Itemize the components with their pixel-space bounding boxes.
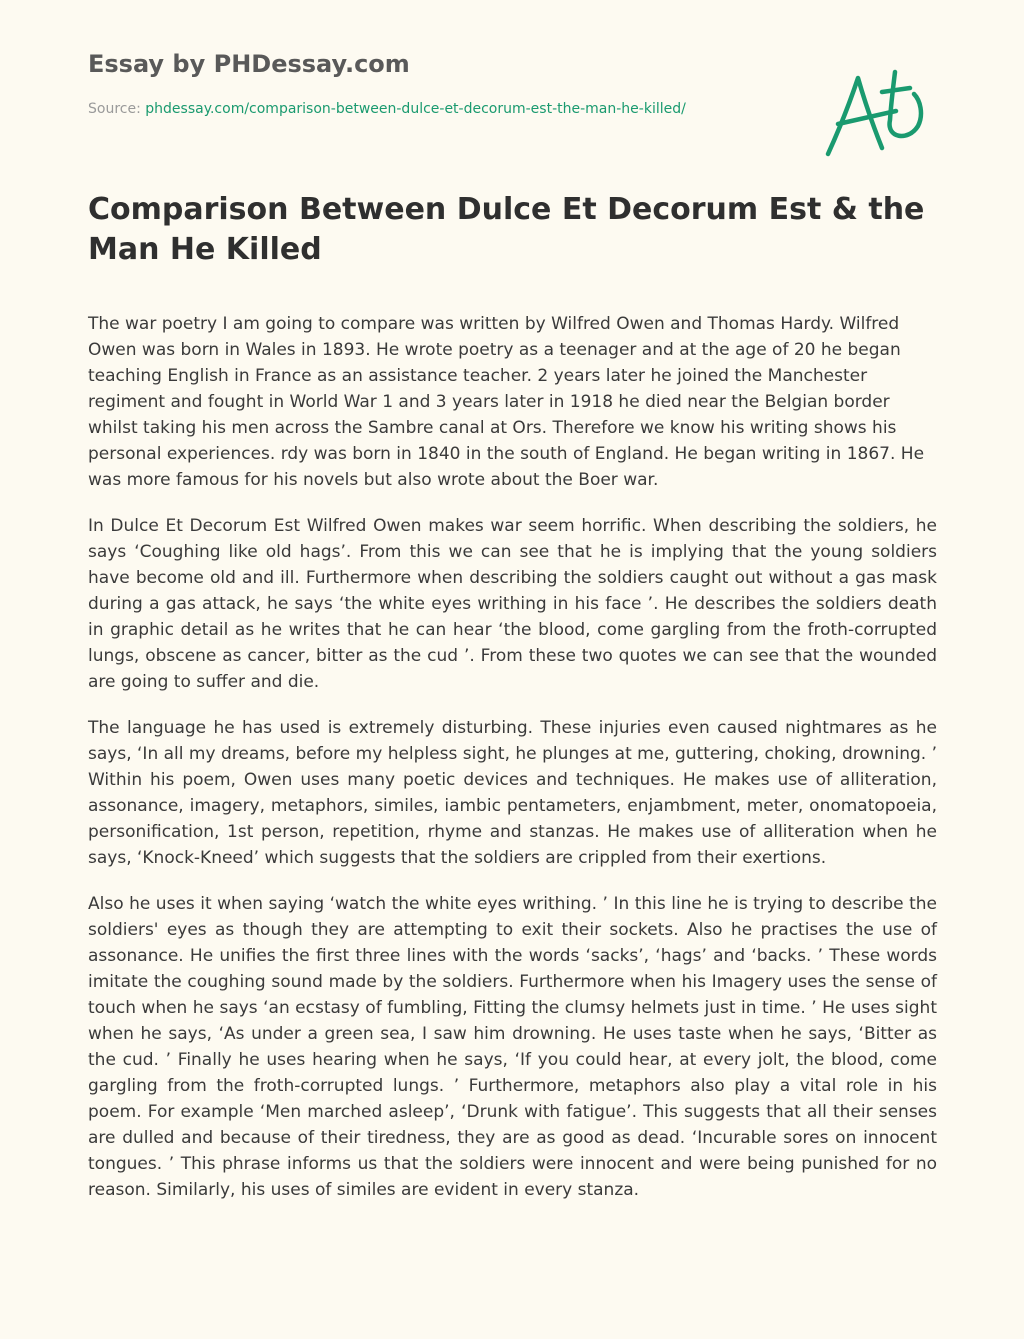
- source-link[interactable]: phdessay.com/comparison-between-dulce-et-decorum-est-the-man-he-killed/: [145, 101, 686, 117]
- essay-paragraph: In Dulce Et Decorum Est Wilfred Owen makes war seem horrific. When describing the soldiers, he says ‘Coughing like old hags’. From this we can see that he is implying that the young soldiers have become old and ill. Furthermore when describing the soldiers caught out without a gas mask during a gas attack, he says ‘the white eyes writhing in his face ’. He describes the soldiers death in graphic detail as he writes that he can hear ‘the blood, come gargling from the froth-corrupted lungs, obscene as cancer, bitter as the cud ’. From these two quotes we can see that the wounded are going to suffer and die.: [88, 516, 937, 692]
- essay-body: [88, 311, 937, 1223]
- essay-paragraph: Also he uses it when saying ‘watch the white eyes writhing. ’ In this line he is trying to describe the soldiers' eyes as though they are attempting to exit their sockets. Also he practises the use of assonance. He unifies the first three lines with the words ‘sacks’, ‘hags’ and ‘backs. ’ These words imitate the coughing sound made by the soldiers. Furthermore when his Imagery uses the sense of touch when he says ‘an ecstasy of fumbling, Fitting the clumsy helmets just in time. ’ He uses sight when he says, ‘As under a green sea, I saw him drowning. He uses taste when he says, ‘Bitter as the cud. ’ Finally he uses hearing when he says, ‘If you could hear, at every jolt, the blood, come gargling from the froth-corrupted lungs. ’ Furthermore, metaphors also play a vital role in his poem. For example ‘Men marched asleep’, ‘Drunk with fatigue’. This suggests that all their senses are dulled and because of their tiredness, they are as good as dead. ‘Incurable sores on innocent tongues. ’ This phrase informs us that the soldiers were innocent and were being punished for no reason. Similarly, his uses of similes are evident in every stanza.: [88, 894, 937, 1200]
- site-brand: Essay by PHDessay.com: [88, 50, 410, 78]
- source-label: Source:: [88, 101, 146, 117]
- essay-paragraph: The war poetry I am going to compare was written by Wilfred Owen and Thomas Hardy. Wilfred Owen was born in Wales in 1893. He wrote poetry as a teenager and at the age of 20 he began teaching English in France as an assistance teacher. 2 years later he joined the Manchester regiment and fought in World War 1 and 3 years later in 1918 he died near the Belgian border whilst taking his men across the Sambre canal at Ors. Therefore we know his writing shows his personal experiences. rdy was born in 1840 in the south of England. He began writing in 1867. He was more famous for his novels but also wrote about the Boer war.: [88, 314, 925, 490]
- a-plus-logo-icon: [824, 66, 928, 160]
- source-line: [88, 101, 686, 117]
- essay-title: Comparison Between Dulce Et Decorum Est & the Man He Killed: [88, 192, 925, 267]
- essay-paragraph: The language he has used is extremely disturbing. These injuries even caused nightmares as he says, ‘In all my dreams, before my helpless sight, he plunges at me, guttering, choking, drowning. ’ Within his poem, Owen uses many poetic devices and techniques. He makes use of alliteration, assonance, imagery, metaphors, similes, iambic pentameters, enjambment, meter, onomatopoeia, personification, 1st person, repetition, rhyme and stanzas. He makes use of alliteration when he says, ‘Knock-Kneed’ which suggests that the soldiers are crippled from their exertions.: [88, 718, 937, 868]
